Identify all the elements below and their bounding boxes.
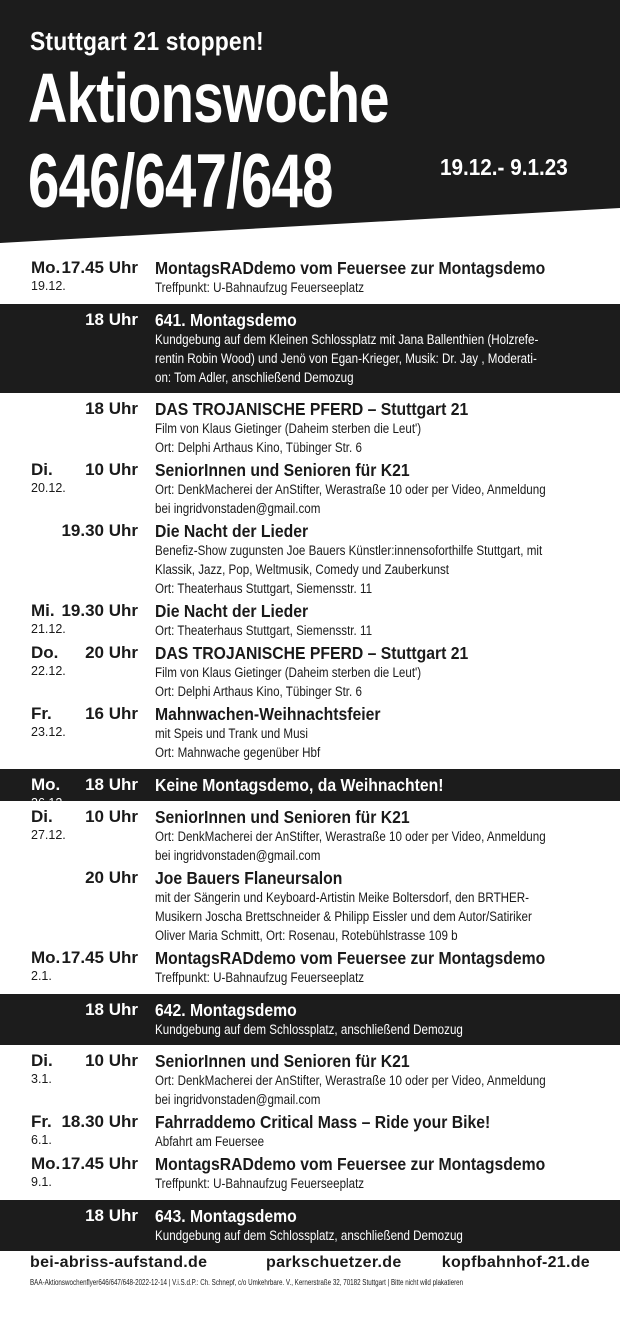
footer-link-bei-abriss[interactable]: bei-abriss-aufstand.de	[30, 1254, 208, 1271]
event-row	[0, 258, 620, 300]
event-detail-line: Abfahrt am Feuersee	[155, 1134, 265, 1149]
event-date: 21.12.	[31, 622, 66, 636]
event-day: Di.	[31, 460, 53, 479]
event-row	[0, 769, 620, 810]
event-detail-line: Film von Klaus Gietinger (Daheim sterben die Leut')	[155, 665, 422, 680]
event-time: 18 Uhr	[85, 399, 138, 418]
event-row	[0, 601, 620, 643]
event-detail-line: Kundgebung auf dem Kleinen Schlossplatz mit Jana Ballenthien (Holzrefe-	[155, 332, 539, 347]
event-body	[155, 521, 595, 598]
event-body	[155, 601, 595, 640]
event-date: 23.12.	[31, 725, 66, 739]
event-date: 20.12.	[31, 481, 66, 495]
event-row	[0, 704, 620, 765]
event-body	[155, 1000, 595, 1039]
event-detail-line: Ort: Delphi Arthaus Kino, Tübinger Str. 6	[155, 684, 362, 699]
event-time: 18 Uhr	[85, 1206, 138, 1225]
event-detail-line: Kundgebung auf dem Schlossplatz, anschließend Demozug	[155, 1022, 463, 1037]
event-detail-line: Klassik, Jazz, Pop, Weltmusik, Comedy und Zauberkunst	[155, 562, 450, 577]
event-row	[0, 304, 620, 393]
footer-links	[0, 1254, 620, 1278]
event-row	[0, 460, 620, 521]
event-detail-line: Ort: Mahnwache gegenüber Hbf	[155, 745, 321, 760]
event-title: Mahnwachen-Weihnachtsfeier	[155, 704, 381, 724]
event-detail-line: rentin Robin Wood) und Jenö von Egan-Krieger, Musik: Dr. Jay , Moderati-	[155, 351, 537, 366]
event-row	[0, 868, 620, 948]
event-time: 10 Uhr	[85, 1051, 138, 1070]
event-body	[155, 807, 595, 865]
event-title: Keine Montagsdemo, da Weihnachten!	[155, 775, 444, 795]
event-title: MontagsRADdemo vom Feuersee zur Montagsdemo	[155, 258, 546, 278]
event-body	[155, 258, 595, 297]
event-row	[0, 1112, 620, 1154]
event-title: DAS TROJANISCHE PFERD – Stuttgart 21	[155, 399, 469, 419]
event-row	[0, 643, 620, 704]
event-date: 26.12.	[31, 796, 66, 810]
header-banner	[0, 0, 620, 245]
event-detail-line: Ort: Delphi Arthaus Kino, Tübinger Str. 6	[155, 440, 362, 455]
footer-link-parkschuetzer[interactable]: parkschuetzer.de	[266, 1254, 402, 1271]
event-detail-line: bei ingridvonstaden@gmail.com	[155, 1092, 321, 1107]
header-dates: 19.12.- 9.1.23	[440, 154, 568, 180]
event-body	[155, 399, 595, 457]
event-day: Di.	[31, 1051, 53, 1070]
event-body	[155, 1051, 595, 1109]
event-time: 19.30 Uhr	[61, 601, 138, 620]
event-row	[0, 1200, 620, 1251]
event-detail-line: mit Speis und Trank und Musi	[155, 726, 308, 741]
event-day: Fr.	[31, 704, 52, 723]
event-time: 19.30 Uhr	[61, 521, 138, 540]
event-row	[0, 399, 620, 460]
event-detail-line: Oliver Maria Schmitt, Ort: Rosenau, Rotebühlstrasse 109 b	[155, 928, 458, 943]
event-time: 18 Uhr	[85, 310, 138, 329]
event-time: 17.45 Uhr	[61, 948, 138, 967]
event-detail-line: Film von Klaus Gietinger (Daheim sterben die Leut')	[155, 421, 422, 436]
event-day: Mo.	[31, 775, 61, 794]
event-title: Die Nacht der Lieder	[155, 521, 309, 541]
event-row	[0, 1051, 620, 1112]
event-body	[155, 1112, 595, 1151]
event-row	[0, 521, 620, 601]
event-time: 16 Uhr	[85, 704, 138, 723]
event-time: 18 Uhr	[85, 1000, 138, 1019]
event-body	[155, 310, 595, 387]
footer-link-kopfbahnhof[interactable]: kopfbahnhof-21.de	[441, 1254, 590, 1271]
event-day: Mo.	[31, 948, 61, 967]
event-date: 27.12.	[31, 828, 66, 842]
event-body	[155, 704, 595, 762]
event-title: Die Nacht der Lieder	[155, 601, 309, 621]
event-day: Di.	[31, 807, 53, 826]
imprint: BAA-Aktionswochenflyer646/647/648-2022-12-14 | V.i.S.d.P.: Ch. Schnepf, c/o Umkehrbare. V., Kernerstraße 32, 70182 Stuttgart | Bitte nicht wild plakatieren	[30, 1278, 464, 1287]
event-body	[155, 948, 595, 987]
event-title: SeniorInnen und Senioren für K21	[155, 460, 410, 480]
event-detail-line: Kundgebung auf dem Schlossplatz, anschließend Demozug	[155, 1228, 463, 1243]
event-body	[155, 1154, 595, 1193]
event-title: SeniorInnen und Senioren für K21	[155, 807, 410, 827]
event-time: 10 Uhr	[85, 807, 138, 826]
event-row	[0, 948, 620, 990]
event-detail-line: bei ingridvonstaden@gmail.com	[155, 848, 321, 863]
event-day: Do.	[31, 643, 59, 662]
header-numbers: 646/647/648	[28, 139, 333, 224]
event-detail-line: on: Tom Adler, anschließend Demozug	[155, 370, 354, 385]
event-title: 643. Montagsdemo	[155, 1206, 297, 1226]
event-detail-line: Ort: Theaterhaus Stuttgart, Siemensstr. 11	[155, 623, 373, 638]
event-detail-line: Ort: DenkMacherei der AnStifter, Werastraße 10 oder per Video, Anmeldung	[155, 829, 546, 844]
event-detail-line: Treffpunkt: U-Bahnaufzug Feuerseeplatz	[155, 970, 365, 985]
event-time: 18.30 Uhr	[61, 1112, 138, 1131]
event-list	[0, 258, 620, 1257]
event-body	[155, 868, 595, 945]
event-time: 18 Uhr	[85, 775, 138, 794]
event-detail-line: Ort: DenkMacherei der AnStifter, Werastraße 10 oder per Video, Anmeldung	[155, 482, 546, 497]
event-date: 19.12.	[31, 279, 66, 293]
event-row	[0, 1154, 620, 1196]
event-body	[155, 1206, 595, 1245]
event-date: 6.1.	[31, 1133, 52, 1147]
header-title: Aktionswoche	[28, 59, 389, 137]
event-title: Joe Bauers Flaneursalon	[155, 868, 343, 888]
event-detail-line: Musikern Joscha Brettschneider & Philipp Eissler und dem Autor/Satiriker	[155, 909, 532, 924]
event-time: 17.45 Uhr	[61, 258, 138, 277]
event-date: 9.1.	[31, 1175, 52, 1189]
event-day: Mo.	[31, 1154, 61, 1173]
event-detail-line: Ort: Theaterhaus Stuttgart, Siemensstr. 11	[155, 581, 373, 596]
event-detail-line: mit der Sängerin und Keyboard-Artistin Meike Boltersdorf, den BRTHER-	[155, 890, 530, 905]
event-time: 20 Uhr	[85, 643, 138, 662]
event-day: Mo.	[31, 258, 61, 277]
event-title: MontagsRADdemo vom Feuersee zur Montagsdemo	[155, 948, 546, 968]
event-time: 10 Uhr	[85, 460, 138, 479]
event-body	[155, 460, 595, 518]
event-detail-line: bei ingridvonstaden@gmail.com	[155, 501, 321, 516]
event-body	[155, 643, 595, 701]
event-day: Fr.	[31, 1112, 52, 1131]
event-title: MontagsRADdemo vom Feuersee zur Montagsdemo	[155, 1154, 546, 1174]
event-date: 3.1.	[31, 1072, 52, 1086]
header-subtitle: Stuttgart 21 stoppen!	[30, 26, 264, 56]
event-time: 17.45 Uhr	[61, 1154, 138, 1173]
event-title: Fahrraddemo Critical Mass – Ride your Bike!	[155, 1112, 491, 1132]
event-title: 641. Montagsdemo	[155, 310, 297, 330]
event-title: 642. Montagsdemo	[155, 1000, 297, 1020]
event-detail-line: Benefiz-Show zugunsten Joe Bauers Künstler:innensoforthilfe Stuttgart, mit	[155, 543, 543, 558]
event-row	[0, 807, 620, 868]
event-day: Mi.	[31, 601, 55, 620]
event-title: SeniorInnen und Senioren für K21	[155, 1051, 410, 1071]
event-detail-line: Treffpunkt: U-Bahnaufzug Feuerseeplatz	[155, 280, 365, 295]
event-detail-line: Treffpunkt: U-Bahnaufzug Feuerseeplatz	[155, 1176, 365, 1191]
event-date: 2.1.	[31, 969, 52, 983]
event-body	[155, 775, 595, 795]
event-detail-line: Ort: DenkMacherei der AnStifter, Werastraße 10 oder per Video, Anmeldung	[155, 1073, 546, 1088]
event-time: 20 Uhr	[85, 868, 138, 887]
event-row	[0, 994, 620, 1045]
event-date: 22.12.	[31, 664, 66, 678]
event-title: DAS TROJANISCHE PFERD – Stuttgart 21	[155, 643, 469, 663]
